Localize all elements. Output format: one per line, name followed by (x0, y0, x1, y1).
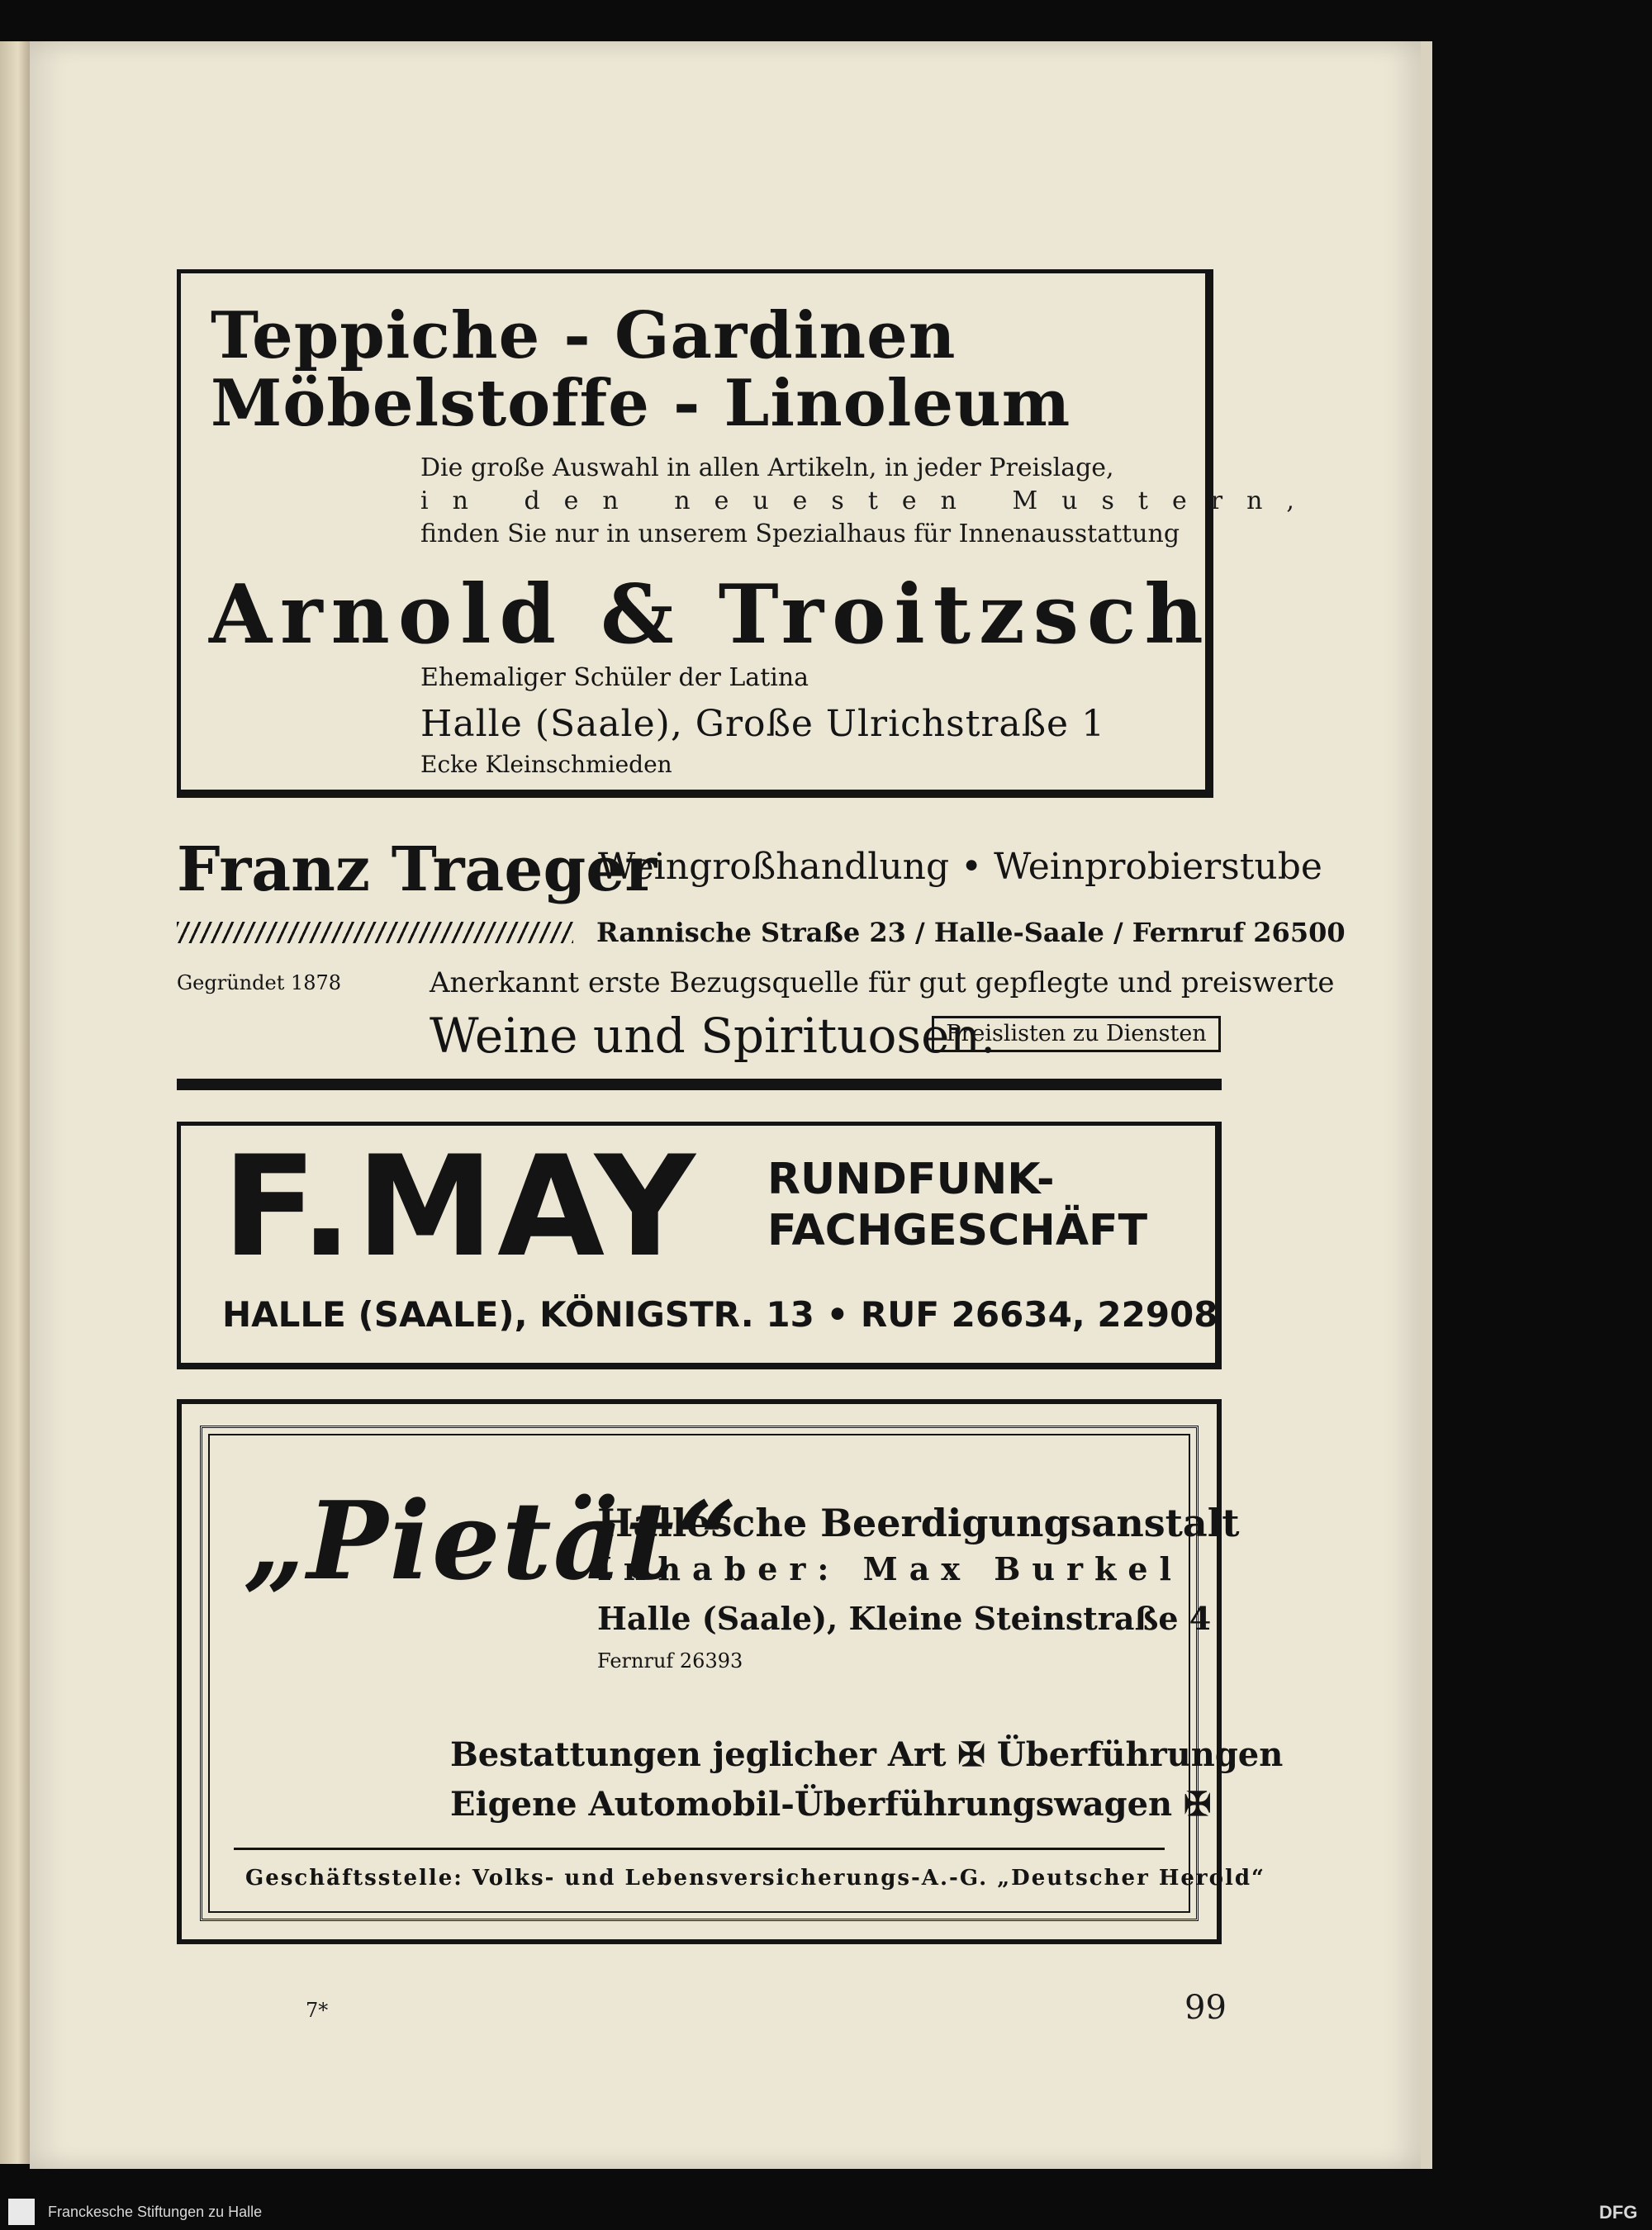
footer-dfg-logo: DFG (1599, 2202, 1638, 2223)
ad2-address: Rannische Straße 23 / Halle-Saale / Fernruf 26500 (596, 917, 1346, 948)
ad4-vehicles: Eigene Automobil-Überführungswagen ✠ (450, 1785, 1212, 1824)
ad1-text-line3: finden Sie nur in unserem Spezialhaus für Innenausstattung (420, 520, 1180, 548)
ad3-address: HALLE (SAALE), KÖNIGSTR. 13 • RUF 26634, 22908 (222, 1294, 1218, 1335)
ad1-text-line1: Die große Auswahl in allen Artikeln, in jeder Preislage, (420, 453, 1114, 482)
ad2-pricelist-box: Preislisten zu Diensten (932, 1016, 1221, 1052)
footer-institution: Franckesche Stiftungen zu Halle (48, 2204, 263, 2220)
ad1-text-line2: in den neuesten Mustern, (420, 486, 1318, 515)
ad2-bottom-rule (177, 1079, 1222, 1090)
signature-mark: 7* (306, 1999, 329, 2022)
ad1-alumni-note: Ehemaliger Schüler der Latina (420, 663, 809, 692)
ad1-corner-note: Ecke Kleinschmieden (420, 751, 672, 778)
ad4-brand: „Pietät“ (244, 1478, 739, 1604)
ad3-type-line2: FACHGESCHÄFT (767, 1206, 1148, 1255)
ad4-inner-frame (200, 1426, 1284, 1921)
ad4-services: Bestattungen jeglicher Art ✠ Überführungen (450, 1735, 1284, 1774)
ad-pietaet (177, 1399, 1284, 1944)
library-logo-icon (8, 2199, 35, 2225)
ad2-hatch-ornament (177, 922, 573, 943)
ad2-trade: Weingroßhandlung • Weinprobierstube (598, 846, 1322, 888)
ad2-wines: Weine und Spirituosen. (430, 1008, 996, 1064)
ad2-description: Anerkannt erste Bezugsquelle für gut gepflegte und preiswerte (430, 966, 1335, 999)
ad1-address: Halle (Saale), Große Ulrichstraße 1 (420, 703, 1106, 745)
ad4-line1: Hallesche Beerdigungsanstalt (597, 1501, 1240, 1545)
ad3-brand: F.MAY (222, 1126, 699, 1288)
ad4-owner: Inhaber: Max Burkel (597, 1550, 1183, 1587)
ad2-company-name: Franz Traeger (177, 834, 657, 905)
book-page (30, 41, 1432, 2169)
ad4-office-note: Geschäftsstelle: Volks- und Lebensversicherungs-A.-G. „Deutscher Herold“ (245, 1866, 1265, 1891)
ad2-founded: Gegründet 1878 (177, 971, 342, 994)
page-number: 99 (1184, 1989, 1227, 2027)
ad-arnold-troitzsch (177, 269, 1318, 798)
ad1-company-name: Arnold & Troitzsch (209, 567, 1212, 662)
ad-franz-traeger (177, 834, 1346, 1097)
ad4-address: Halle (Saale), Kleine Steinstraße 4 (597, 1600, 1212, 1637)
ad3-business-type (767, 1154, 1147, 1256)
ad3-type-line1: RUNDFUNK- (767, 1155, 1055, 1204)
ad4-divider (234, 1848, 1165, 1850)
ad-f-may (177, 1122, 1222, 1369)
ad1-heading-carpets: Teppiche - Gardinen (211, 298, 957, 373)
facing-page-edge (0, 41, 30, 2164)
ad4-phone: Fernruf 26393 (597, 1649, 743, 1672)
ad1-heading-fabrics: Möbelstoffe - Linoleum (211, 366, 1071, 441)
